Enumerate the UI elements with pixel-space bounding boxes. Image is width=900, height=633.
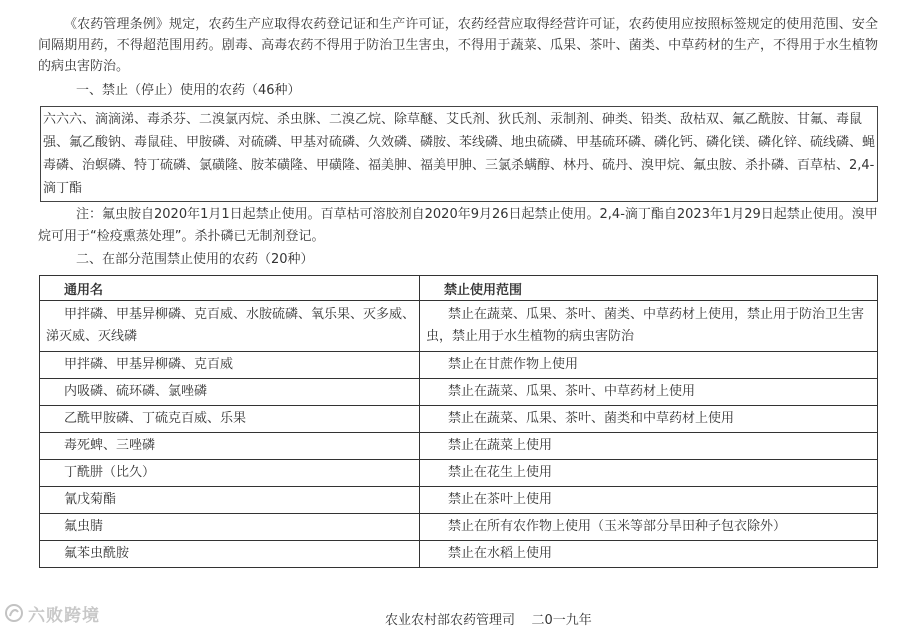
table-row (40, 301, 878, 352)
ban-scope-cell: 禁止在蔬菜、瓜果、茶叶、菌类和中草药材上使用 (420, 406, 878, 433)
banned-pesticide-list: 六六六、滴滴涕、毒杀芬、二溴氯丙烷、杀虫脒、二溴乙烷、除草醚、艾氏剂、狄氏剂、汞制剂、砷类、铅类、敌枯双、氟乙酰胺、甘氟、毒鼠强、氟乙酸钠、毒鼠硅、甲胺磷、对硫磷、甲基对硫磷、久效磷、磷胺、苯线磷、地虫硫磷、甲基硫环磷、磷化钙、磷化镁、磷化锌、硫线磷、蝇毒磷、治螟磷、特丁硫磷、氯磺隆、胺苯磺隆、甲磺隆、福美胂、福美甲胂、三氯杀螨醇、林丹、硫丹、溴甲烷、氟虫胺、杀扑磷、百草枯、2,4-滴丁酯 (40, 106, 878, 202)
ban-scope-cell: 禁止在甘蔗作物上使用 (420, 352, 878, 379)
section-2-heading: 二、在部分范围禁止使用的农药（20种） (76, 252, 314, 267)
watermark-text: 六败跨境 (28, 605, 100, 626)
pesticide-name-cell: 毒死蜱、三唑磷 (40, 433, 420, 460)
table-header-row (40, 276, 878, 301)
ban-scope-cell: 禁止在茶叶上使用 (420, 487, 878, 514)
section-1-note: 注：氟虫胺自2020年1月1日起禁止使用。百草枯可溶胶剂自2020年9月26日起禁止使用。2,4-滴丁酯自2023年1月29日起禁止使用。溴甲烷可用于“检疫熏蒸处理”。杀扑磷已无制剂登记。 (38, 207, 878, 244)
pesticide-name-cell: 氟苯虫酰胺 (40, 541, 420, 568)
column-header-scope: 禁止使用范围 (420, 276, 878, 301)
ban-scope-cell: 禁止在花生上使用 (420, 460, 878, 487)
section-1-heading: 一、禁止（停止）使用的农药（46种） (76, 83, 301, 98)
table-row (40, 352, 878, 379)
ban-scope-cell: 禁止在蔬菜上使用 (420, 433, 878, 460)
table-row (40, 487, 878, 514)
column-header-name: 通用名 (40, 276, 420, 301)
table-row (40, 433, 878, 460)
ban-scope-cell: 禁止在蔬菜、瓜果、茶叶、菌类、中草药材上使用，禁止用于防治卫生害虫，禁止用于水生植物的病虫害防治 (420, 301, 878, 352)
pesticide-name-cell: 氰戊菊酯 (40, 487, 420, 514)
ban-scope-cell: 禁止在水稻上使用 (420, 541, 878, 568)
brand-logo-icon (4, 603, 24, 623)
document-body (38, 14, 878, 568)
issuer-signoff: 农业农村部农药管理司 二0一九年 (385, 613, 592, 628)
pesticide-name-cell: 内吸磷、硫环磷、氯唑磷 (40, 379, 420, 406)
table-row (40, 406, 878, 433)
ban-scope-cell: 禁止在所有农作物上使用（玉米等部分旱田种子包衣除外） (420, 514, 878, 541)
intro-paragraph: 《农药管理条例》规定，农药生产应取得农药登记证和生产许可证，农药经营应取得经营许可证，农药使用应按照标签规定的使用范围、安全间隔期用药，不得超范围用药。剧毒、高毒农药不得用于防治卫生害虫，不得用于蔬菜、瓜果、茶叶、菌类、中草药材的生产，不得用于水生植物的病虫害防治。 (38, 17, 878, 74)
pesticide-name-cell: 甲拌磷、甲基异柳磷、克百威 (40, 352, 420, 379)
pesticide-name-cell: 氟虫腈 (40, 514, 420, 541)
restricted-pesticide-table (39, 275, 878, 568)
table-row (40, 541, 878, 568)
ban-scope-cell: 禁止在蔬菜、瓜果、茶叶、中草药材上使用 (420, 379, 878, 406)
table-row (40, 460, 878, 487)
table-row (40, 514, 878, 541)
table-row (40, 379, 878, 406)
pesticide-name-cell: 丁酰肼（比久） (40, 460, 420, 487)
pesticide-name-cell: 甲拌磷、甲基异柳磷、克百威、水胺硫磷、氧乐果、灭多威、涕灭威、灭线磷 (40, 301, 420, 352)
watermark (4, 601, 124, 625)
pesticide-name-cell: 乙酰甲胺磷、丁硫克百威、乐果 (40, 406, 420, 433)
